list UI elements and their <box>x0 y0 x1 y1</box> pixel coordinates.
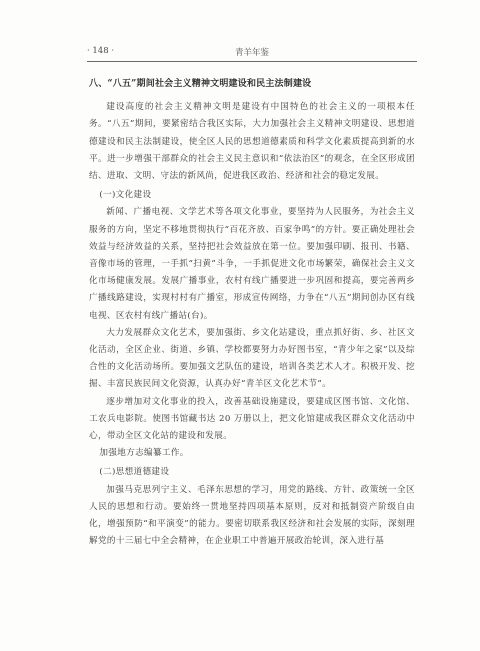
intro-paragraph: 建设高度的社会主义精神文明是建设有中国特色的社会主义的一项根本任务。“八五”期间，要紧密结合我区实际，大力加强社会主义精神文明建设、思想道德建设和民主法制建设，使全区人民的思想道德素质和科学文化素质提高到新的水平。进一步增强干部群众的社会主义民主意识和“依法治区”的观念，在全区形成团结、进取、文明、守法的新风尚，促进我区政治、经济和社会的稳定发展。 <box>89 102 415 182</box>
subsection-heading-ideology: (二)思想道德建设 <box>99 467 170 478</box>
subsection-heading-culture: (一)文化建设 <box>99 190 152 201</box>
body-text <box>89 76 415 550</box>
culture-paragraph-3: 逐步增加对文化事业的投入，改善基础设施建设，要建成区图书馆、文化馆、工农兵电影院。使图书馆藏书达 20 万册以上，把文化馆建成我区群众文化活动中心，带动全区文化站的建设和发展。 <box>89 396 415 442</box>
page-number: · 148 · <box>87 46 115 56</box>
section-heading: 八、“八五”期间社会主义精神文明建设和民主法制建设 <box>89 79 312 89</box>
running-header <box>87 44 417 60</box>
book-title: 青羊年鉴 <box>234 48 269 58</box>
culture-paragraph-2: 大力发展群众文化艺术，要加强街、乡文化站建设，重点抓好街、乡、社区文化活动，全区企业、街道、乡镇、学校都要努力办好图书室，“青少年之家”以及综合性的文化活动场所。要加强文艺队伍的建设，培训各类艺术人才。积极开发、挖掘、丰富民族民间文化资源，认真办好“青羊区文化艺术节”。 <box>89 327 415 390</box>
culture-paragraph-1: 新闻、广播电视、文学艺术等各项文化事业，要坚持为人民服务，为社会主义服务的方向，坚定不移地贯彻执行“百花齐放、百家争鸣”的方针。要正确处理社会效益与经济效益的关系，坚持把社会效益放在第一位。要加强印刷、报刊、书籍、音像市场的管理，一手抓“扫黄”斗争，一手抓促进文化市场繁荣，确保社会主义文化市场健康发展。发展广播事业，农村有线广播要进一步巩固和提高，要完善两乡广播线路建设，实现村村有广播室，形成宣传网络，力争在“八五”期间创办区有线电视、区农村有线广播站(台)。 <box>89 207 415 321</box>
culture-paragraph-4: 加强地方志编纂工作。 <box>99 448 189 459</box>
header-rule <box>87 61 417 62</box>
ideology-paragraph-1: 加强马克思列宁主义、毛泽东思想的学习，用党的路线、方针、政策统一全区人民的思想和行动。要始终一贯地坚持四项基本原则，反对和抵制资产阶级自由化，增强预防“和平演变”的能力。要密切联系我区经济和社会发展的实际，深刻理解党的十三届七中全会精神，在企业职工中普遍开展政治轮训，深入进行基 <box>89 484 415 547</box>
